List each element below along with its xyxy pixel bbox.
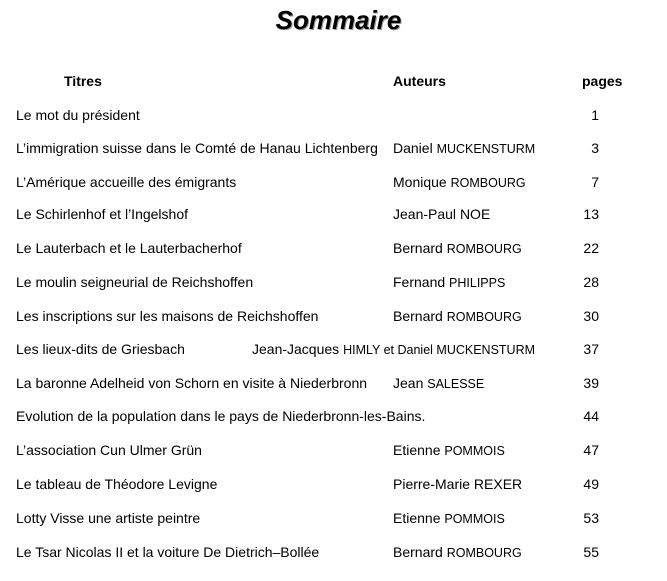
entry-page: 28 — [583, 274, 599, 290]
entry-author — [393, 138, 535, 159]
entry-author — [393, 204, 490, 224]
toc-entry — [0, 508, 667, 528]
column-header-pages: pages — [582, 73, 623, 89]
entry-page: 30 — [583, 308, 599, 324]
author-last-name: ROMBOURG — [446, 310, 522, 324]
toc-entry — [0, 339, 667, 359]
toc-entry — [0, 138, 667, 158]
entry-title: L’Amérique accueille des émigrants — [16, 174, 237, 190]
toc-entry — [0, 474, 667, 494]
column-header-authors: Auteurs — [393, 73, 446, 89]
toc-entry — [0, 373, 667, 393]
entry-page: 1 — [591, 107, 599, 123]
author-first-name: Etienne — [393, 510, 441, 526]
entry-page: 3 — [591, 140, 599, 156]
entry-title: Le Tsar Nicolas II et la voiture De Dietrich–Bollée — [16, 544, 320, 560]
entry-page: 22 — [583, 240, 599, 256]
author-first-name: Bernard — [393, 544, 443, 560]
entry-author — [393, 306, 522, 327]
entry-title: Le Schirlenhof et l’Ingelshof — [16, 206, 188, 222]
entry-page: 7 — [591, 174, 599, 190]
author-first-name: Pierre-Marie — [393, 476, 471, 492]
entry-title: L’immigration suisse dans le Comté de Hanau Lichtenberg — [16, 140, 378, 156]
author-first-name: Jean-Jacques — [252, 341, 340, 357]
entry-author — [393, 172, 526, 193]
author-last-name: POMMOIS — [444, 512, 505, 526]
entry-author — [393, 440, 505, 461]
author-last-name: SALESSE — [427, 377, 485, 391]
toc-entry — [0, 406, 667, 426]
entry-page: 49 — [583, 476, 599, 492]
author-first-name: Daniel — [393, 140, 433, 156]
entry-title: Evolution de la population dans le pays de Niederbronn-les-Bains. — [16, 408, 426, 424]
entry-page: 47 — [583, 442, 599, 458]
entry-page: 37 — [583, 341, 599, 357]
toc-entry — [0, 238, 667, 258]
toc-entry — [0, 204, 667, 224]
entry-author — [393, 373, 484, 394]
author-first-name: Jean — [393, 375, 424, 391]
author-last-name: ROMBOURG — [446, 546, 522, 560]
entry-title: Les lieux-dits de Griesbach — [16, 341, 185, 357]
author-last-name: PHILIPPS — [449, 276, 506, 290]
entry-author — [393, 238, 522, 259]
entry-title: Le mot du président — [16, 107, 140, 123]
author-last-name: POMMOIS — [444, 444, 505, 458]
author-last-name: MUCKENSTURM — [436, 142, 536, 156]
entry-author — [393, 474, 522, 494]
entry-author — [252, 339, 535, 360]
entry-author — [393, 542, 522, 563]
author-first-name: Bernard — [393, 308, 443, 324]
entry-title: Le moulin seigneurial de Reichshoffen — [16, 274, 254, 290]
entry-title: L’association Cun Ulmer Grün — [16, 442, 202, 458]
author-last-name: REXER — [473, 476, 523, 492]
entry-author — [393, 272, 505, 293]
author-first-name: Bernard — [393, 240, 443, 256]
toc-entry — [0, 306, 667, 326]
entry-title: Le tableau de Théodore Levigne — [16, 476, 218, 492]
author-coauthor: et Daniel MUCKENSTURM — [380, 343, 536, 357]
entry-title: La baronne Adelheid von Schorn en visite à Niederbronn — [16, 375, 368, 391]
page-title: Sommaire — [275, 5, 402, 35]
author-first-name: Fernand — [393, 274, 446, 290]
toc-entry — [0, 105, 667, 125]
toc-entry — [0, 440, 667, 460]
entry-page: 39 — [583, 375, 599, 391]
entry-author — [393, 508, 505, 529]
toc-entry — [0, 272, 667, 292]
author-first-name: Etienne — [393, 442, 441, 458]
toc-entry — [0, 172, 667, 192]
author-last-name: NOE — [459, 206, 491, 222]
entry-page: 13 — [583, 206, 599, 222]
author-first-name: Monique — [393, 174, 447, 190]
entry-title: Lotty Visse une artiste peintre — [16, 510, 201, 526]
column-header-titles: Titres — [64, 73, 102, 89]
author-first-name: Jean-Paul — [393, 206, 457, 222]
toc-entry — [0, 542, 667, 562]
author-last-name: ROMBOURG — [450, 176, 526, 190]
entry-page: 44 — [583, 408, 599, 424]
entry-page: 53 — [583, 510, 599, 526]
author-last-name: HIMLY — [343, 343, 381, 357]
entry-title: Le Lauterbach et le Lauterbacherhof — [16, 240, 242, 256]
author-last-name: ROMBOURG — [446, 242, 522, 256]
entry-page: 55 — [583, 544, 599, 560]
entry-title: Les inscriptions sur les maisons de Reichshoffen — [16, 308, 319, 324]
